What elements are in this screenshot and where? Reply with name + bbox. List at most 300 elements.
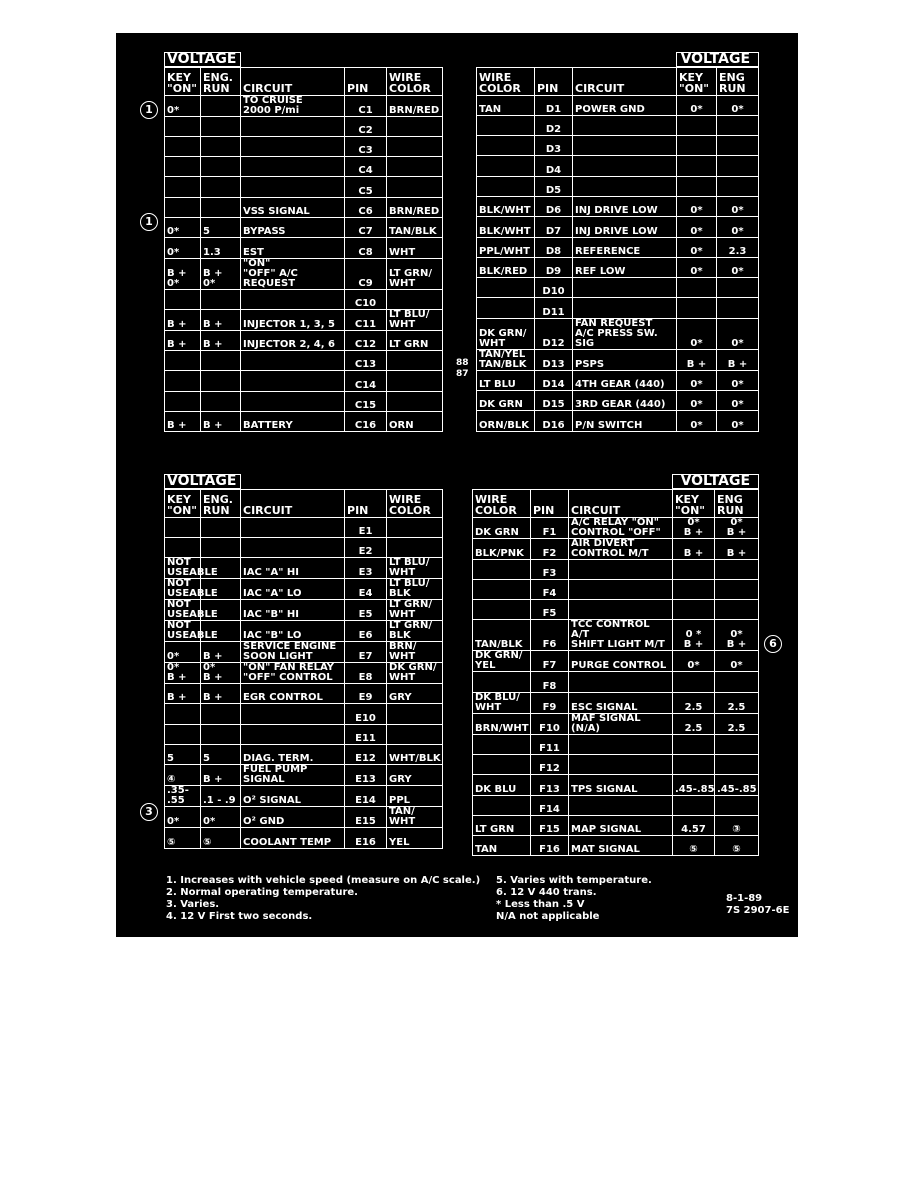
pin-cell: C16 — [345, 412, 387, 432]
pin-cell: E8 — [345, 663, 387, 684]
pin-cell: E11 — [345, 724, 387, 744]
key-on-cell: 2.5 — [673, 713, 715, 734]
pin-cell: D5 — [535, 176, 573, 196]
wire-color-cell — [473, 600, 531, 620]
circuit-cell: MAP SIGNAL — [569, 815, 673, 835]
circuit-cell — [569, 559, 673, 579]
key-on-cell: B + 0* — [165, 258, 201, 289]
wire-color-cell: BRN/WHT — [473, 713, 531, 734]
wire-color-cell: DK BLU — [473, 775, 531, 795]
table-row — [473, 836, 759, 856]
eng-run-cell — [715, 672, 759, 692]
pin-table-f — [472, 474, 758, 856]
voltage-header: VOLTAGE — [165, 53, 241, 68]
table-row — [165, 412, 443, 432]
key-on-cell: NOT USEABLE — [165, 600, 201, 621]
pin-cell: D1 — [535, 95, 573, 115]
pin-cell: C7 — [345, 217, 387, 237]
wire-color-cell: BLK/WHT — [477, 196, 535, 216]
key-on-cell: B + — [165, 684, 201, 704]
circuit-cell — [241, 116, 345, 136]
key-on-header: KEY "ON" — [677, 67, 717, 95]
circuit-header: CIRCUIT — [241, 489, 345, 517]
table-row — [165, 807, 443, 828]
wire-color-cell: WHT — [387, 238, 443, 258]
table-row — [165, 579, 443, 600]
eng-run-cell: 0* — [717, 318, 759, 349]
wire-color-cell: BRN/RED — [387, 197, 443, 217]
circuit-cell: TCC CONTROL A/T SHIFT LIGHT M/T — [569, 620, 673, 651]
wire-color-cell: DK GRN/ YEL — [473, 651, 531, 672]
eng-run-cell — [201, 537, 241, 557]
circuit-cell: O² SIGNAL — [241, 786, 345, 807]
pin-rows — [473, 517, 759, 856]
pin-cell: F15 — [531, 815, 569, 835]
pin-table-e — [164, 474, 442, 849]
table-row — [477, 237, 759, 257]
wire-color-cell — [387, 177, 443, 197]
note-marker-1: 1 — [140, 101, 158, 119]
eng-run-cell: 0* — [717, 196, 759, 216]
circuit-cell — [569, 734, 673, 754]
table-row — [473, 559, 759, 579]
side-label-88: 88 — [456, 358, 469, 368]
pin-rows — [477, 95, 759, 431]
key-on-cell: B + — [165, 309, 201, 330]
wire-color-cell: BRN/ WHT — [387, 642, 443, 663]
table-row — [165, 828, 443, 848]
eng-run-cell — [201, 157, 241, 177]
circuit-cell — [573, 298, 677, 318]
key-on-cell: 4.57 — [673, 815, 715, 835]
key-on-cell: .35- .55 — [165, 786, 201, 807]
key-on-cell — [165, 724, 201, 744]
pin-cell: F7 — [531, 651, 569, 672]
eng-run-cell: 2.3 — [717, 237, 759, 257]
table-row — [477, 278, 759, 298]
circuit-cell: TO CRUISE 2000 P/mi — [241, 95, 345, 116]
wire-color-cell: DK GRN/ WHT — [387, 663, 443, 684]
pin-cell: F5 — [531, 600, 569, 620]
table-row — [165, 765, 443, 786]
key-on-cell: 5 — [165, 744, 201, 764]
key-on-cell: 0* — [677, 370, 717, 390]
eng-run-cell: ③ — [715, 815, 759, 835]
wire-color-cell: LT BLU — [477, 370, 535, 390]
circuit-cell — [241, 537, 345, 557]
circuit-cell: IAC "A" HI — [241, 558, 345, 579]
circuit-cell: O² GND — [241, 807, 345, 828]
wire-color-cell: BRN/RED — [387, 95, 443, 116]
wire-color-cell: LT GRN — [387, 330, 443, 350]
wire-color-cell — [473, 672, 531, 692]
pin-cell: E12 — [345, 744, 387, 764]
wire-color-cell: DK BLU/ WHT — [473, 692, 531, 713]
key-on-cell: 0* — [165, 642, 201, 663]
table-row — [473, 795, 759, 815]
table-row — [473, 517, 759, 538]
pin-cell: D3 — [535, 136, 573, 156]
table-row — [473, 754, 759, 774]
table-row — [477, 156, 759, 176]
table-row — [165, 537, 443, 557]
pin-cell: C15 — [345, 391, 387, 411]
pin-table-d — [476, 52, 758, 432]
circuit-cell: EGR CONTROL — [241, 684, 345, 704]
table-row — [165, 309, 443, 330]
eng-run-cell — [715, 579, 759, 599]
table-row — [165, 351, 443, 371]
circuit-cell: DIAG. TERM. — [241, 744, 345, 764]
circuit-cell — [569, 795, 673, 815]
circuit-header: CIRCUIT — [573, 67, 677, 95]
key-on-header: KEY "ON" — [165, 489, 201, 517]
circuit-cell: "ON" FAN RELAY "OFF" CONTROL — [241, 663, 345, 684]
table-row — [165, 177, 443, 197]
circuit-cell: FUEL PUMP SIGNAL — [241, 765, 345, 786]
note-1: 1. Increases with vehicle speed (measure on A/C scale.) — [166, 875, 481, 886]
pin-cell: E15 — [345, 807, 387, 828]
circuit-cell — [241, 371, 345, 391]
circuit-cell: INJ DRIVE LOW — [573, 196, 677, 216]
pin-cell: D9 — [535, 257, 573, 277]
pin-cell: C14 — [345, 371, 387, 391]
table-row — [165, 197, 443, 217]
eng-run-cell: 0* B + — [201, 663, 241, 684]
table-row — [473, 620, 759, 651]
key-on-cell — [165, 136, 201, 156]
pin-cell: F16 — [531, 836, 569, 856]
circuit-cell: REFERENCE — [573, 237, 677, 257]
pin-cell: F10 — [531, 713, 569, 734]
wire-color-cell: BLK/WHT — [477, 217, 535, 237]
wire-color-cell: LT GRN/ BLK — [387, 621, 443, 642]
key-on-cell — [673, 672, 715, 692]
table-row — [473, 538, 759, 559]
eng-run-cell — [201, 351, 241, 371]
key-on-cell — [677, 136, 717, 156]
eng-run-cell: 5 — [201, 744, 241, 764]
eng-run-cell — [201, 197, 241, 217]
eng-run-cell: 0* — [717, 411, 759, 431]
note-less-than: * Less than .5 V — [496, 899, 585, 910]
circuit-cell — [573, 176, 677, 196]
pin-cell: E16 — [345, 828, 387, 848]
wire-color-cell — [473, 754, 531, 774]
table-row — [473, 775, 759, 795]
pin-cell: F14 — [531, 795, 569, 815]
wire-color-cell — [477, 176, 535, 196]
key-on-cell: ⑤ — [673, 836, 715, 856]
key-on-cell: 0 * B + — [673, 620, 715, 651]
key-on-cell: 0* — [165, 95, 201, 116]
pin-cell: E6 — [345, 621, 387, 642]
key-on-cell — [673, 754, 715, 774]
pin-cell: C1 — [345, 95, 387, 116]
table-row — [165, 600, 443, 621]
wire-color-cell: DK GRN/ WHT — [477, 318, 535, 349]
eng-run-cell — [201, 704, 241, 724]
eng-run-cell — [201, 371, 241, 391]
table-row — [165, 642, 443, 663]
eng-run-cell — [717, 136, 759, 156]
circuit-cell — [241, 724, 345, 744]
eng-run-cell: B + — [201, 765, 241, 786]
eng-run-cell: .45-.85 — [715, 775, 759, 795]
key-on-cell: 2.5 — [673, 692, 715, 713]
key-on-cell: 0* — [165, 238, 201, 258]
eng-run-cell — [715, 754, 759, 774]
wire-color-cell — [387, 391, 443, 411]
key-on-cell — [165, 537, 201, 557]
wire-color-cell — [387, 517, 443, 537]
note-4: 4. 12 V First two seconds. — [166, 911, 313, 922]
table-row — [473, 579, 759, 599]
key-on-cell: NOT USEABLE — [165, 621, 201, 642]
circuit-cell: BATTERY — [241, 412, 345, 432]
table-row — [477, 196, 759, 216]
table-row — [165, 684, 443, 704]
pin-table-c — [164, 52, 442, 432]
table-row — [165, 558, 443, 579]
eng-run-cell — [715, 795, 759, 815]
note-marker-1: 1 — [140, 213, 158, 231]
wire-color-cell: LT BLU/ WHT — [387, 309, 443, 330]
eng-run-cell — [717, 298, 759, 318]
key-on-cell: 0* — [165, 807, 201, 828]
eng-run-cell: B + — [715, 538, 759, 559]
circuit-cell: A/C RELAY "ON" CONTROL "OFF" — [569, 517, 673, 538]
wire-color-cell — [477, 136, 535, 156]
voltage-header: VOLTAGE — [673, 475, 759, 490]
wire-color-cell: YEL — [387, 828, 443, 848]
key-on-cell: B + — [165, 412, 201, 432]
table-row — [477, 298, 759, 318]
wire-color-cell: TAN/ WHT — [387, 807, 443, 828]
table-row — [165, 621, 443, 642]
wire-color-cell: ORN — [387, 412, 443, 432]
wire-color-cell: TAN — [473, 836, 531, 856]
eng-run-cell — [715, 600, 759, 620]
wire-color-cell: LT GRN/ WHT — [387, 258, 443, 289]
eng-run-cell: B + — [201, 684, 241, 704]
table-row — [473, 734, 759, 754]
pin-rows — [165, 95, 443, 432]
pin-cell: D4 — [535, 156, 573, 176]
circuit-cell: IAC "B" HI — [241, 600, 345, 621]
wire-color-header: WIRE COLOR — [477, 67, 535, 95]
circuit-cell: 4TH GEAR (440) — [573, 370, 677, 390]
eng-run-cell — [201, 391, 241, 411]
pin-cell: F6 — [531, 620, 569, 651]
note-na: N/A not applicable — [496, 911, 600, 922]
wire-color-cell: DK GRN — [477, 391, 535, 411]
key-on-cell — [673, 559, 715, 579]
wire-color-cell: ORN/BLK — [477, 411, 535, 431]
eng-run-cell: 0* — [717, 257, 759, 277]
pin-cell: C3 — [345, 136, 387, 156]
pin-cell: D14 — [535, 370, 573, 390]
key-on-cell — [165, 704, 201, 724]
table-row — [473, 672, 759, 692]
eng-run-cell — [201, 95, 241, 116]
eng-run-cell: 0* B + — [715, 620, 759, 651]
wire-color-cell — [473, 579, 531, 599]
key-on-header: KEY "ON" — [165, 67, 201, 95]
table-row — [473, 651, 759, 672]
table-row — [165, 289, 443, 309]
key-on-cell: 0* — [677, 217, 717, 237]
wire-color-cell — [387, 136, 443, 156]
pin-cell: C2 — [345, 116, 387, 136]
note-2: 2. Normal operating temperature. — [166, 887, 358, 898]
wire-color-cell: LT BLU/ BLK — [387, 579, 443, 600]
circuit-cell — [573, 156, 677, 176]
table-row — [165, 786, 443, 807]
circuit-cell: ESC SIGNAL — [569, 692, 673, 713]
eng-run-cell — [715, 559, 759, 579]
circuit-cell: AIR DIVERT CONTROL M/T — [569, 538, 673, 559]
key-on-cell — [673, 734, 715, 754]
pin-cell: F8 — [531, 672, 569, 692]
wire-color-cell: WHT/BLK — [387, 744, 443, 764]
circuit-cell: VSS SIGNAL — [241, 197, 345, 217]
eng-run-header: ENG RUN — [715, 489, 759, 517]
wire-color-header: WIRE COLOR — [387, 489, 443, 517]
key-on-cell — [165, 289, 201, 309]
pin-cell: C8 — [345, 238, 387, 258]
circuit-cell: FAN REQUEST A/C PRESS SW. SIG — [573, 318, 677, 349]
table-row — [477, 176, 759, 196]
circuit-cell — [241, 289, 345, 309]
circuit-header: CIRCUIT — [569, 489, 673, 517]
eng-run-cell: 0* — [717, 95, 759, 115]
key-on-cell: 0* — [677, 257, 717, 277]
eng-run-cell — [201, 177, 241, 197]
pin-cell: C13 — [345, 351, 387, 371]
circuit-cell: SERVICE ENGINE SOON LIGHT — [241, 642, 345, 663]
wire-color-cell — [387, 704, 443, 724]
eng-run-cell — [201, 116, 241, 136]
pin-cell: F12 — [531, 754, 569, 774]
wire-color-cell — [473, 559, 531, 579]
circuit-cell: TPS SIGNAL — [569, 775, 673, 795]
circuit-cell — [573, 278, 677, 298]
table-row — [165, 391, 443, 411]
wire-color-cell: TAN/BLK — [473, 620, 531, 651]
eng-run-header: ENG. RUN — [201, 67, 241, 95]
pin-cell: E3 — [345, 558, 387, 579]
wire-color-cell — [387, 289, 443, 309]
pin-cell: E10 — [345, 704, 387, 724]
circuit-cell: IAC "A" LO — [241, 579, 345, 600]
key-on-cell: B + — [165, 330, 201, 350]
wire-color-cell — [387, 371, 443, 391]
key-on-cell: 0* — [677, 411, 717, 431]
circuit-cell: POWER GND — [573, 95, 677, 115]
wire-color-cell — [387, 157, 443, 177]
table-row — [165, 371, 443, 391]
pin-cell: F11 — [531, 734, 569, 754]
table-row — [165, 238, 443, 258]
pin-rows — [165, 517, 443, 848]
circuit-cell: PSPS — [573, 349, 677, 370]
key-on-cell: NOT USEABLE — [165, 579, 201, 600]
circuit-cell — [573, 136, 677, 156]
eng-run-cell — [201, 517, 241, 537]
revision-date: 8-1-89 — [726, 893, 763, 904]
key-on-cell — [165, 177, 201, 197]
pin-cell: E1 — [345, 517, 387, 537]
table-row — [477, 217, 759, 237]
key-on-cell — [677, 115, 717, 135]
table-row — [473, 600, 759, 620]
eng-run-cell: 5 — [201, 217, 241, 237]
eng-run-cell: 0* — [717, 370, 759, 390]
eng-run-cell — [717, 115, 759, 135]
pin-cell: D8 — [535, 237, 573, 257]
circuit-cell — [241, 351, 345, 371]
wire-color-header: WIRE COLOR — [387, 67, 443, 95]
pin-cell: D13 — [535, 349, 573, 370]
eng-run-header: ENG RUN — [717, 67, 759, 95]
wire-color-cell: LT GRN — [473, 815, 531, 835]
wire-color-cell: DK GRN — [473, 517, 531, 538]
key-on-cell — [165, 351, 201, 371]
eng-run-cell: 1.3 — [201, 238, 241, 258]
key-on-header: KEY "ON" — [673, 489, 715, 517]
eng-run-cell: B + — [201, 330, 241, 350]
pin-cell: C6 — [345, 197, 387, 217]
key-on-cell — [673, 579, 715, 599]
table-row — [477, 349, 759, 370]
voltage-header: VOLTAGE — [165, 475, 241, 490]
pin-cell: D15 — [535, 391, 573, 411]
pin-cell: D2 — [535, 115, 573, 135]
eng-run-cell — [201, 136, 241, 156]
key-on-cell: B + — [677, 349, 717, 370]
wire-color-cell: TAN/BLK — [387, 217, 443, 237]
key-on-cell: NOT USEABLE — [165, 558, 201, 579]
circuit-cell: BYPASS — [241, 217, 345, 237]
eng-run-cell: B + — [201, 309, 241, 330]
key-on-cell: 0* B + — [165, 663, 201, 684]
circuit-cell: "ON" "OFF" A/C REQUEST — [241, 258, 345, 289]
pin-cell: E5 — [345, 600, 387, 621]
wire-color-cell — [477, 278, 535, 298]
circuit-cell — [241, 157, 345, 177]
key-on-cell: 0* — [677, 237, 717, 257]
wire-color-cell — [387, 537, 443, 557]
circuit-cell — [241, 177, 345, 197]
key-on-cell — [673, 795, 715, 815]
key-on-cell: ⑤ — [165, 828, 201, 848]
key-on-cell: .45-.85 — [673, 775, 715, 795]
wire-color-cell — [477, 115, 535, 135]
pin-cell: D12 — [535, 318, 573, 349]
eng-run-cell: B + 0* — [201, 258, 241, 289]
eng-run-cell: ⑤ — [715, 836, 759, 856]
circuit-cell: MAF SIGNAL (N/A) — [569, 713, 673, 734]
wire-color-cell: TAN/YEL TAN/BLK — [477, 349, 535, 370]
table-row — [165, 157, 443, 177]
key-on-cell: B + — [673, 538, 715, 559]
circuit-cell — [569, 579, 673, 599]
eng-run-cell: 0* B + — [715, 517, 759, 538]
eng-run-cell — [715, 734, 759, 754]
eng-run-cell: 0* — [717, 391, 759, 411]
table-row — [477, 411, 759, 431]
